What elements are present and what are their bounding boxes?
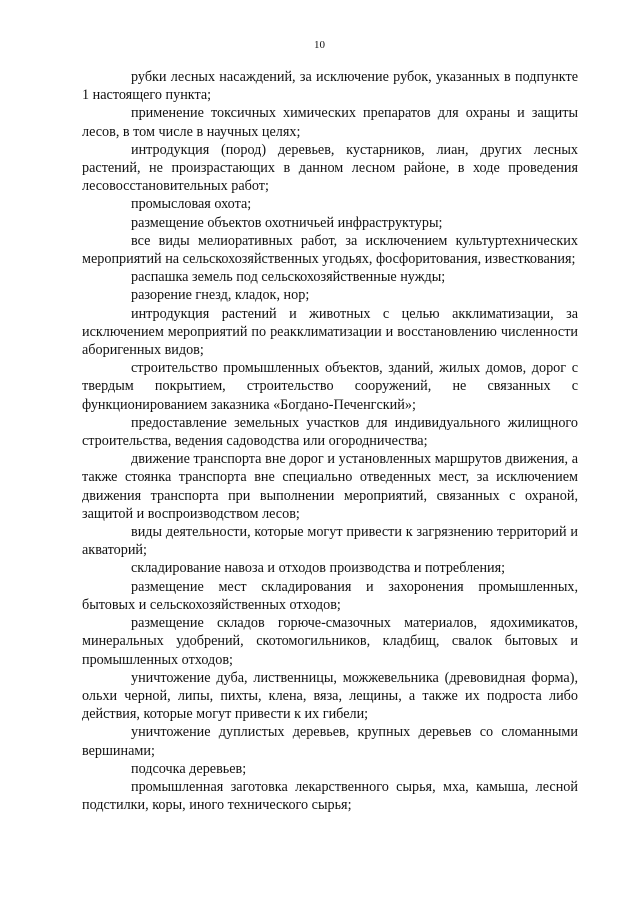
list-item: интродукция растений и животных с целью акклиматизации, за исключением мероприятий по реакклиматизации и восстановлению численности аборигенных видов; — [82, 305, 578, 359]
list-item: промысловая охота; — [131, 196, 252, 213]
list-item: применение токсичных химических препаратов для охраны и защиты лесов, в том числе в научных целях; — [82, 105, 578, 140]
list-item: размещение мест складирования и захоронения промышленных, бытовых и сельскохозяйственных отходов; — [82, 578, 578, 613]
page-number: 10 — [314, 39, 325, 51]
list-item: складирование навоза и отходов производства и потребления; — [131, 560, 506, 577]
list-item: движение транспорта вне дорог и установленных маршрутов движения, а также стоянка транспорта вне специально отведенных мест, за исключением движения транспорта при выполнении мероприятий, связанных с охраной, защитой и воспроизводством лесов; — [82, 451, 578, 522]
list-item: строительство промышленных объектов, зданий, жилых домов, дорог с твердым покрытием, строительство сооружений, не связанных с функционированием заказника «Богдано-Печенгский»; — [82, 360, 578, 413]
list-item: разорение гнезд, кладок, нор; — [131, 287, 310, 304]
list-item: подсочка деревьев; — [131, 760, 247, 777]
list-item: промышленная заготовка лекарственного сырья, мха, камыша, лесной подстилки, коры, иного технического сырья; — [82, 778, 578, 814]
list-item: уничтожение дуплистых деревьев, крупных деревьев со сломанными вершинами; — [82, 724, 578, 759]
document-body — [82, 68, 578, 814]
list-item: рубки лесных насаждений, за исключение рубок, указанных в подпункте 1 настоящего пункта; — [82, 69, 578, 104]
list-item: уничтожение дуба, лиственницы, можжевельника (древовидная форма), ольхи черной, липы, пихты, клена, вяза, лещины, а также их подроста либо действия, которые могут привести к их гибели; — [82, 669, 578, 723]
list-item: все виды мелиоративных работ, за исключением культуртехнических мероприятий на сельскохозяйственных угодьях, фосфоритования, известкования; — [82, 232, 578, 268]
list-item: распашка земель под сельскохозяйственные нужды; — [131, 269, 446, 286]
list-item: интродукция (пород) деревьев, кустарников, лиан, других лесных растений, не произрастающих в данном лесном районе, в ходе проведения лесовосстановительных работ; — [82, 141, 578, 195]
list-item: предоставление земельных участков для индивидуального жилищного строительства, ведения садоводства или огородничества; — [82, 414, 578, 450]
list-item: виды деятельности, которые могут привести к загрязнению территорий и акваторий; — [82, 524, 578, 559]
list-item: размещение объектов охотничьей инфраструктуры; — [131, 214, 443, 231]
list-item: размещение складов горюче-смазочных материалов, ядохимикатов, минеральных удобрений, скотомогильников, кладбищ, свалок бытовых и промышленных отходов; — [82, 615, 578, 668]
